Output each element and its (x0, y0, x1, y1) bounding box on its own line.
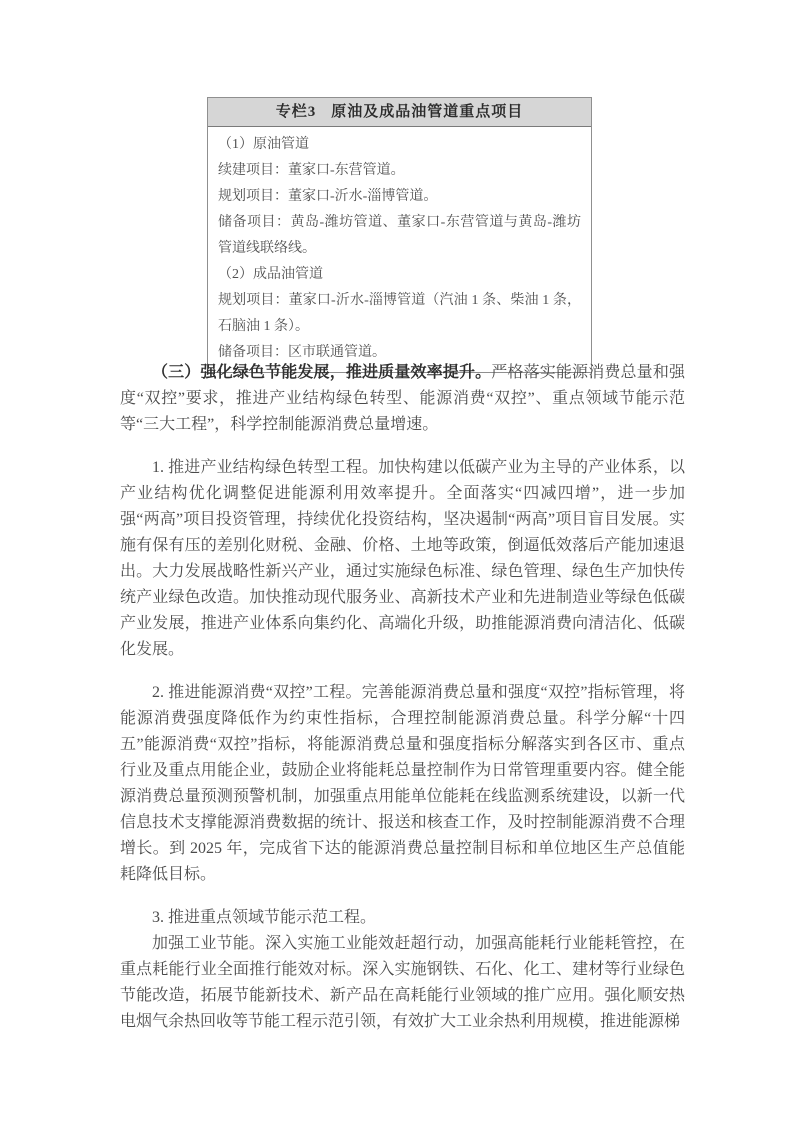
document-body (120, 360, 685, 1052)
callout-box-label: 专栏3 (275, 104, 317, 120)
box-line-continued-projects: 续建项目：董家口-东营管道。 (218, 163, 405, 178)
callout-box-body (208, 127, 591, 372)
paragraph-green-transition: 1. 推进产业结构绿色转型工程。加快构建以低碳产业为主导的产业体系，以产业结构优化调整促进能源利用效率提升。全面落实“四减四增”，进一步加强“两高”项目投资管理，持续优化投资结构，坚决遏制“两高”项目盲目发展。实施有保有压的差别化财税、金融、价格、土地等政策，倒逼低效落后产能加速退出。大力发展战略性新兴产业，通过实施绿色标准、绿色管理、绿色生产加快传统产业绿色改造。加快推动现代服务业、高新技术产业和先进制造业等绿色低碳产业发展，推进产业体系向集约化、高端化升级，助推能源消费向清洁化、低碳化发展。 (120, 459, 685, 658)
paragraph-industrial-energy-saving: 加强工业节能。深入实施工业能效赶超行动，加强高能耗行业能耗管控，在重点耗能行业全面推行能效对标。深入实施钢铁、石化、化工、建材等行业绿色节能改造，拓展节能新技术、新产品在高耗能行业领域的推广应用。强化顺安热电烟气余热回收等节能工程示范引领，有效扩大工业余热利用规模，推进能源梯 (120, 935, 685, 1030)
callout-box (207, 97, 592, 373)
box-line-refined-oil-heading: （2）成品油管道 (218, 267, 323, 282)
box-line-reserve-projects: 储备项目：黄岛-潍坊管道、董家口-东营管道与黄岛-潍坊管道线联络线。 (218, 215, 581, 256)
paragraph-section-three (120, 360, 685, 438)
box-line-refined-planned-projects: 规划项目：董家口-沂水-淄博管道（汽油 1 条、柴油 1 条，石脑油 1 条）。 (218, 293, 581, 334)
paragraph-section-three-text: 严格落实能源消费总量和强度“双控”要求，推进产业结构绿色转型、能源消费“双控”、重点领域节能示范等“三大工程”，科学控制能源消费总量增速。 (120, 364, 685, 433)
box-line-crude-oil-heading: （1）原油管道 (218, 137, 309, 152)
paragraph-section-three-lead: （三）强化绿色节能发展，推进质量效率提升。 (152, 364, 492, 381)
box-line-planned-projects: 规划项目：董家口-沂水-淄博管道。 (218, 189, 438, 204)
box-line-refined-reserve-projects: 储备项目：区市联通管道。 (218, 345, 386, 360)
paragraph-dual-control: 2. 推进能源消费“双控”工程。完善能源消费总量和强度“双控”指标管理，将能源消费强度降低作为约束性指标，合理控制能源消费总量。科学分解“十四五”能源消费“双控”指标，将能源消费总量和强度指标分解落实到各区市、重点行业及重点用能企业，鼓励企业将能耗总量控制作为日常管理重要内容。健全能源消费总量预测预警机制，加强重点用能单位能耗在线监测系统建设，以新一代信息技术支撑能源消费数据的统计、报送和核查工作，及时控制能源消费不合理增长。到 2025 年，完成省下达的能源消费总量控制目标和单位地区生产总值能耗降低目标。 (120, 684, 685, 883)
paragraph-key-area-demo-heading: 3. 推进重点领域节能示范工程。 (152, 909, 377, 926)
callout-box-header (208, 98, 591, 127)
callout-box-title: 原油及成品油管道重点项目 (331, 104, 524, 120)
